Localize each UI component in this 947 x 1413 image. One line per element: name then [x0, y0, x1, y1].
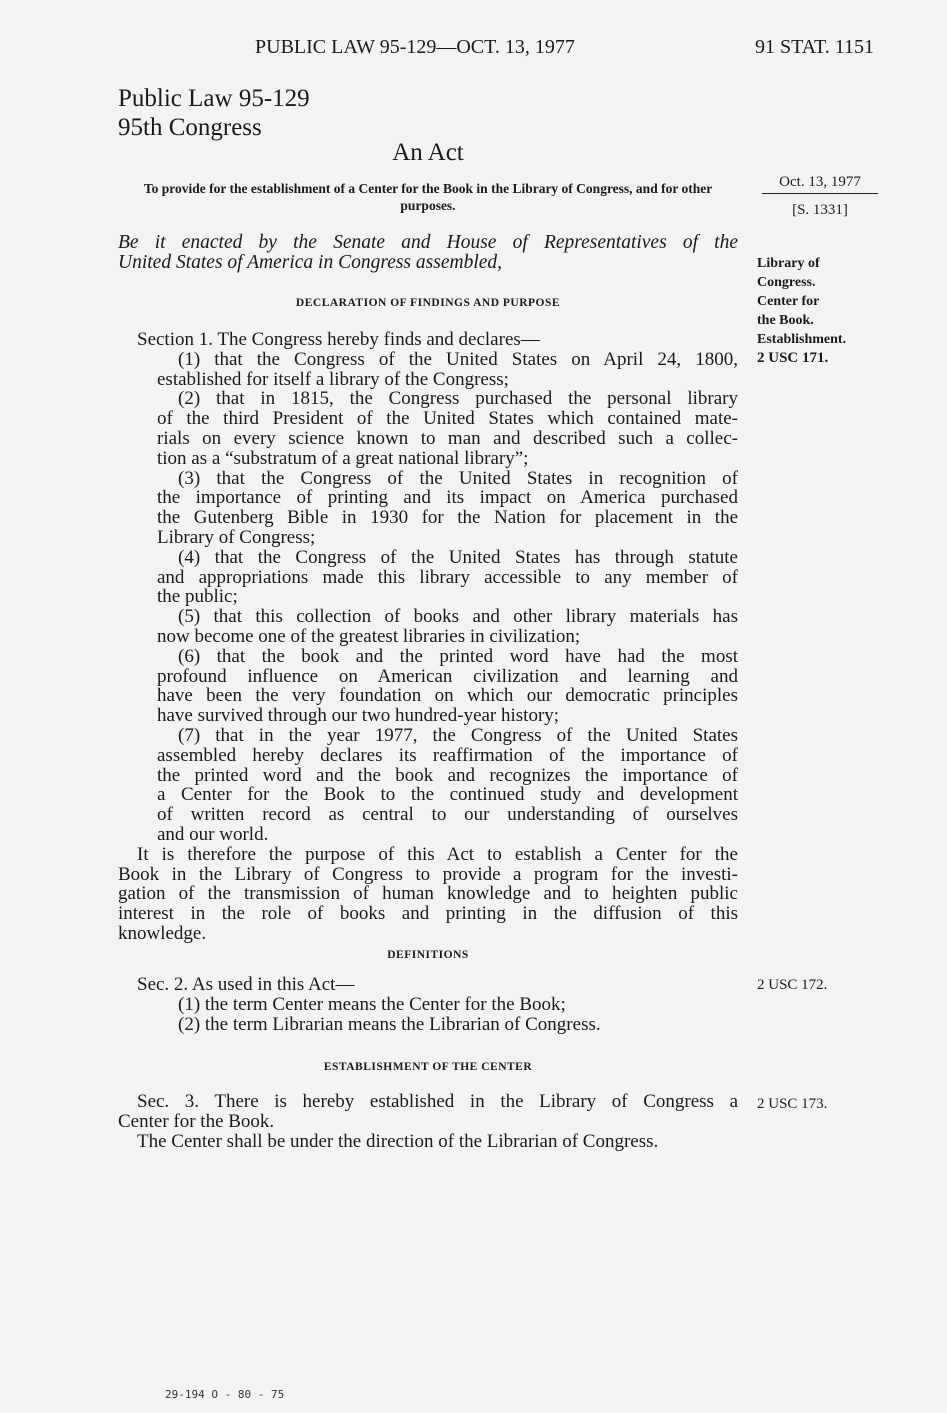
- heading-findings: DECLARATION OF FINDINGS AND PURPOSE: [295, 297, 561, 309]
- section-1: [118, 330, 738, 944]
- text-line: (2) the term Librarian means the Librarian of Congress.: [178, 1013, 601, 1035]
- text-line: interest in the role of books and printing in the diffusion of this: [118, 903, 738, 925]
- text-line: now become one of the greatest libraries in civilization;: [157, 625, 581, 647]
- margin-usc-172: 2 USC 172.: [757, 977, 828, 993]
- list-item: [118, 469, 738, 548]
- running-head: PUBLIC LAW 95-129—OCT. 13, 1977: [255, 36, 575, 58]
- enacting-line: United States of America in Congress assembled,: [118, 251, 503, 273]
- text-line: established for itself a library of the Congress;: [157, 368, 509, 390]
- enacting-clause: [118, 232, 738, 272]
- list-item: [118, 1014, 738, 1034]
- margin-notes: [757, 254, 846, 368]
- text-line: (6) that the book and the printed word have had the most: [178, 645, 738, 667]
- text-line: gation of the transmission of human knowledge and to heighten public: [118, 883, 738, 905]
- margin-date: Oct. 13, 1977: [762, 174, 878, 194]
- text-line: have been the very foundation on which our democratic principles: [157, 685, 738, 707]
- text-line: of the third President of the United States which contained mate-: [157, 408, 738, 430]
- print-code-footer: 29-194 O - 80 - 75: [165, 1388, 285, 1401]
- text-line: (1) that the Congress of the United States on April 24, 1800,: [178, 348, 738, 370]
- text-line: (5) that this collection of books and other library materials has: [178, 606, 738, 628]
- list-item: [118, 548, 738, 607]
- section-3: [118, 1093, 738, 1152]
- text-line: Sec. 3. There is hereby established in the Library of Congress a: [137, 1091, 738, 1112]
- enacting-line: Be it enacted by the Senate and House of Representatives of the: [118, 232, 738, 253]
- paragraph: [118, 974, 738, 994]
- text-line: (3) that the Congress of the United States in recognition of: [178, 467, 738, 489]
- paragraph: [118, 845, 738, 944]
- text-line: rials on every science known to man and described such a collec-: [157, 427, 738, 449]
- text-line: Section 1. The Congress hereby finds and declares—: [137, 329, 540, 350]
- paragraph: [118, 1130, 738, 1153]
- text-line: It is therefore the purpose of this Act to establish a Center for the: [137, 843, 738, 865]
- text-line: a Center for the Book to the continued study and development: [157, 784, 738, 806]
- list-item: [118, 726, 738, 845]
- act-purpose: To provide for the establishment of a Center for the Book in the Library of Congress, and for other purposes.: [143, 181, 713, 213]
- text-line: and appropriations made this library accessible to any member of: [157, 566, 738, 588]
- text-line: the printed word and the book and recognizes the importance of: [157, 764, 738, 786]
- paragraph: [118, 330, 738, 350]
- heading-definitions: DEFINITIONS: [387, 949, 469, 961]
- text-line: assembled hereby declares its reaffirmation of the importance of: [157, 744, 738, 766]
- list-item: [118, 389, 738, 468]
- statute-page-number: 91 STAT. 1151: [755, 36, 874, 58]
- margin-usc-171: 2 USC 171.: [757, 350, 829, 366]
- text-line: Library of Congress;: [157, 526, 316, 548]
- text-line: knowledge.: [118, 922, 207, 944]
- paragraph: [118, 1093, 738, 1133]
- margin-note: Center for: [757, 294, 820, 309]
- section-2: [118, 974, 738, 1033]
- text-line: The Center shall be under the direction of the Librarian of Congress.: [137, 1130, 659, 1152]
- act-title: An Act: [392, 139, 464, 166]
- margin-note: Establishment.: [757, 332, 847, 347]
- text-line: Center for the Book.: [118, 1110, 275, 1132]
- text-line: Book in the Library of Congress to provide a program for the investi-: [118, 863, 738, 885]
- list-item: [118, 994, 738, 1014]
- list-item: [118, 607, 738, 647]
- public-law-number: Public Law 95-129: [118, 85, 310, 112]
- text-line: (2) that in 1815, the Congress purchased the personal library: [178, 388, 738, 410]
- text-line: and our world.: [157, 823, 269, 845]
- margin-usc-173: 2 USC 173.: [757, 1096, 828, 1112]
- text-line: have survived through our two hundred-year history;: [157, 705, 560, 727]
- margin-bill-number: [S. 1331]: [792, 202, 848, 218]
- list-item: [118, 350, 738, 390]
- text-line: of written record as central to our understanding of ourselves: [157, 804, 738, 826]
- margin-note: Library of: [757, 256, 820, 271]
- text-line: tion as a “substratum of a great national library”;: [157, 447, 529, 469]
- text-line: (1) the term Center means the Center for the Book;: [178, 993, 566, 1015]
- list-item: [118, 647, 738, 726]
- congress-number: 95th Congress: [118, 114, 262, 141]
- text-line: profound influence on American civilization and learning and: [157, 665, 738, 687]
- text-line: the Gutenberg Bible in 1930 for the Nation for placement in the: [157, 507, 738, 529]
- margin-note: the Book.: [757, 313, 814, 328]
- margin-note: Congress.: [757, 275, 816, 290]
- text-line: the public;: [157, 586, 238, 608]
- text-line: (7) that in the year 1977, the Congress of the United States: [178, 724, 738, 746]
- text-line: Sec. 2. As used in this Act—: [137, 974, 355, 995]
- text-line: the importance of printing and its impact on America purchased: [157, 487, 738, 509]
- heading-establishment: ESTABLISHMENT OF THE CENTER: [323, 1061, 533, 1073]
- text-line: (4) that the Congress of the United States has through statute: [178, 546, 738, 568]
